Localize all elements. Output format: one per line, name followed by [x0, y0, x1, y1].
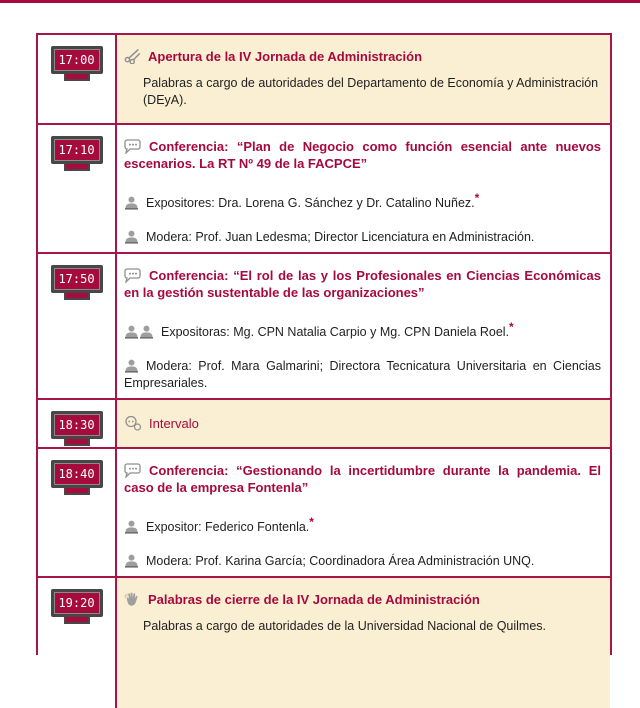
moderator-line	[124, 229, 601, 246]
event-cell	[117, 125, 610, 252]
speakers-line	[124, 319, 601, 341]
event-title-text: Apertura de la IV Jornada de Administración	[148, 49, 423, 64]
time-cell	[38, 125, 117, 252]
tv-time-badge	[51, 136, 103, 171]
table-row	[38, 125, 610, 254]
tv-screen	[51, 136, 103, 164]
time-label: 17:50	[58, 272, 95, 286]
speech-bubble-icon	[124, 138, 142, 154]
tv-time-badge	[51, 460, 103, 495]
tv-screen	[51, 460, 103, 488]
tv-stand	[64, 439, 90, 446]
tv-time-badge	[51, 411, 103, 446]
tv-stand	[64, 617, 90, 624]
time-cell	[38, 400, 117, 447]
time-cell	[38, 578, 117, 708]
footnote-asterisk: *	[309, 514, 314, 529]
time-label: 19:20	[58, 596, 95, 610]
event-title	[124, 462, 601, 497]
speakers-text: Expositor: Federico Fontenla.	[146, 519, 310, 534]
person-icon	[124, 230, 139, 244]
tv-stand	[64, 74, 90, 81]
moderator-line	[124, 358, 601, 392]
event-cell	[117, 254, 610, 398]
tv-screen	[51, 46, 103, 74]
table-row	[38, 35, 610, 125]
two-persons-icon	[124, 325, 154, 339]
scissors-icon	[124, 48, 141, 64]
time-label: 17:10	[58, 143, 95, 157]
event-description: Palabras a cargo de autoridades del Departamento de Economía y Administración (DEyA).	[143, 75, 599, 107]
tv-stand	[64, 164, 90, 171]
event-title-text: Intervalo	[149, 415, 199, 431]
tv-time-badge	[51, 589, 103, 624]
time-label: 17:00	[58, 53, 95, 67]
table-row	[38, 254, 610, 400]
event-cell	[117, 400, 610, 447]
speech-bubble-icon	[124, 267, 142, 283]
person-icon	[124, 520, 139, 534]
event-cell	[117, 449, 610, 576]
event-title	[124, 415, 199, 433]
tv-stand	[64, 488, 90, 495]
time-label: 18:30	[58, 418, 95, 432]
speakers-line	[124, 190, 601, 212]
footnote-asterisk: *	[474, 190, 480, 205]
table-row	[38, 578, 610, 708]
tv-stand	[64, 293, 90, 300]
moderator-text: Modera: Prof. Karina García; Coordinadora Área Administración UNQ.	[146, 553, 535, 568]
event-title	[124, 138, 601, 173]
event-description: Palabras a cargo de autoridades de la Universidad Nacional de Quilmes.	[143, 618, 547, 633]
table-row	[38, 400, 610, 449]
moderator-text: Modera: Prof. Juan Ledesma; Director Licenciatura en Administración.	[146, 229, 535, 244]
event-title-text: Conferencia: “Gestionando la incertidumbre durante la pandemia. El caso de la empresa Fontenla”	[124, 463, 601, 495]
tv-time-badge	[51, 265, 103, 300]
person-icon	[124, 359, 139, 373]
speech-bubble-icon	[124, 462, 142, 478]
event-title	[124, 591, 601, 609]
moderator-text: Modera: Prof. Mara Galmarini; Directora Tecnicatura Universitaria en Ciencias Empresariales.	[124, 358, 601, 390]
table-row	[38, 449, 610, 578]
break-icon	[124, 415, 142, 431]
time-label: 18:40	[58, 467, 95, 481]
speakers-text: Expositores: Dra. Lorena G. Sánchez y Dr. Catalino Nuñez.	[146, 195, 475, 210]
event-cell	[117, 578, 610, 708]
tv-screen	[51, 265, 103, 293]
waving-hand-icon	[124, 591, 141, 607]
event-title-text: Palabras de cierre de la IV Jornada de Administración	[148, 592, 480, 607]
event-title-text: Conferencia: “El rol de las y los Profesionales en Ciencias Económicas en la gestión sustentable de las organizaciones”	[124, 268, 601, 300]
event-title	[124, 267, 601, 302]
time-cell	[38, 449, 117, 576]
footnote-asterisk: *	[509, 319, 514, 334]
event-title	[124, 48, 601, 66]
top-accent-bar	[0, 0, 640, 3]
schedule-table	[36, 33, 612, 655]
time-cell	[38, 35, 117, 123]
event-title-text: Conferencia: “Plan de Negocio como función esencial ante nuevos escenarios. La RT Nº 49 de la FACPCE”	[124, 139, 601, 171]
person-icon	[124, 196, 139, 210]
time-cell	[38, 254, 117, 398]
event-cell	[117, 35, 610, 123]
tv-time-badge	[51, 46, 103, 81]
moderator-line	[124, 553, 601, 570]
tv-screen	[51, 411, 103, 439]
speakers-line	[124, 514, 601, 536]
person-icon	[124, 554, 139, 568]
tv-screen	[51, 589, 103, 617]
speakers-text: Expositoras: Mg. CPN Natalia Carpio y Mg. CPN Daniela Roel.	[161, 324, 510, 339]
